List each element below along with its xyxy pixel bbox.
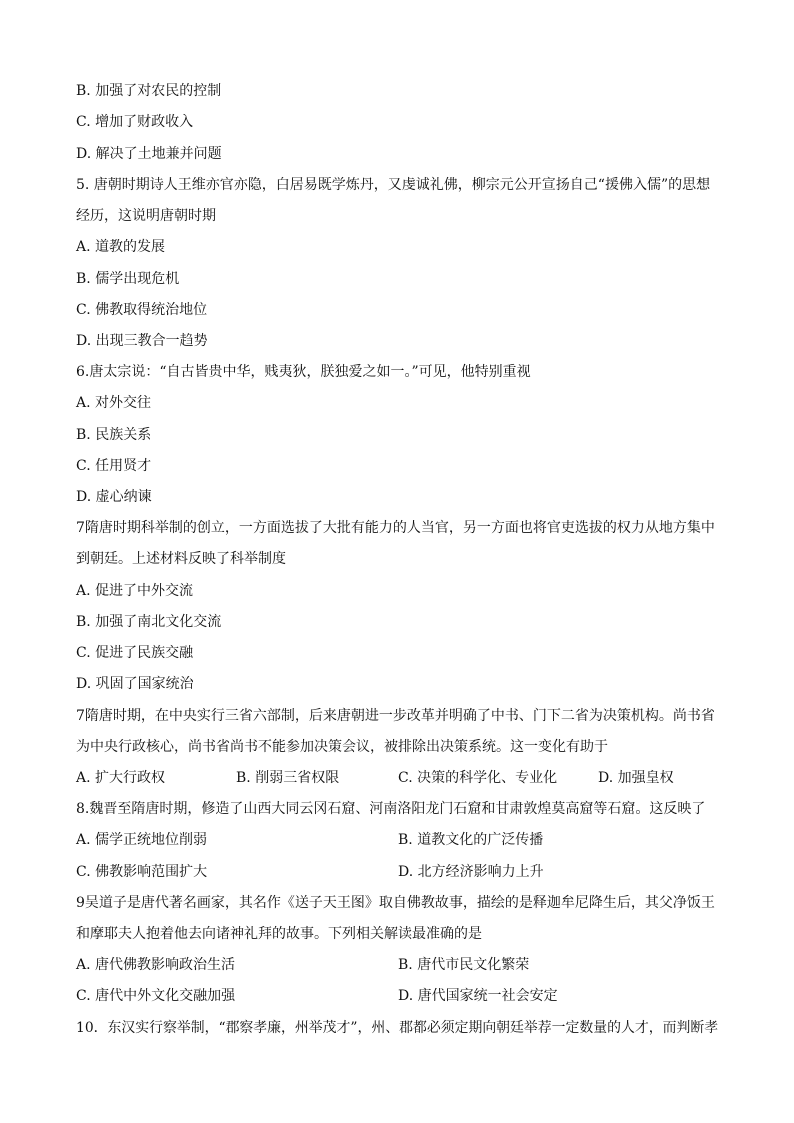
q4-option-d: D. 解决了土地兼并问题 [76, 146, 222, 162]
q5-stem-line2: 经历，这说明唐朝时期 [76, 208, 216, 224]
q9-option-b: B. 唐代市民文化繁荣 [398, 957, 530, 973]
q4-option-b: B. 加强了对农民的控制 [76, 83, 222, 99]
q7b-options-row [0, 768, 794, 788]
q9-options-row-1 [0, 955, 794, 975]
q5-stem-line1: 5. 唐朝时期诗人王维亦官亦隐，白居易既学炼丹，又虔诚礼佛，柳宗元公开宣扬自己“援佛入儒”的思想 [76, 177, 711, 193]
q7a-option-a: A. 促进了中外交流 [76, 583, 194, 599]
q7a-option-b: B. 加强了南北文化交流 [76, 614, 222, 630]
q8-option-c: C. 佛教影响范围扩大 [76, 864, 208, 880]
q9-option-a: A. 唐代佛教影响政治生活 [76, 957, 236, 973]
q9-option-d: D. 唐代国家统一社会安定 [398, 988, 558, 1004]
q7a-stem-line1: 7隋唐时期科举制的创立，一方面选拔了大批有能力的人当官，另一方面也将官吏选拔的权力从地方集中 [76, 520, 715, 536]
q8-stem: 8.魏晋至隋唐时期，修造了山西大同云冈石窟、河南洛阳龙门石窟和甘肃敦煌莫高窟等石窟。这反映了 [76, 801, 706, 817]
q5-option-b: B. 儒学出现危机 [76, 271, 180, 287]
q7a-stem-line2: 到朝廷。上述材料反映了科举制度 [76, 551, 286, 567]
q7b-option-b: B. 削弱三省权限 [236, 770, 340, 786]
q7b-option-c: C. 决策的科学化、专业化 [398, 770, 558, 786]
q8-options-row-2 [0, 862, 794, 882]
q6-stem: 6.唐太宗说：“自古皆贵中华，贱夷狄，朕独爱之如一。”可见，他特别重视 [76, 364, 531, 380]
q6-option-c: C. 任用贤才 [76, 458, 152, 474]
q10-stem-line1: 10．东汉实行察举制，“郡察孝廉，州举茂才”，州、郡都必须定期向朝廷举荐一定数量的人才，而判断孝 [76, 1020, 719, 1036]
q7b-option-d: D. 加强皇权 [598, 770, 674, 786]
q6-option-a: A. 对外交往 [76, 395, 152, 411]
q7b-stem-line1: 7隋唐时期，在中央实行三省六部制，后来唐朝进一步改革并明确了中书、门下二省为决策机构。尚书省 [76, 708, 715, 724]
q9-option-c: C. 唐代中外文化交融加强 [76, 988, 236, 1004]
q8-option-d: D. 北方经济影响力上升 [398, 864, 544, 880]
q5-option-a: A. 道教的发展 [76, 239, 166, 255]
q9-stem-line1: 9吴道子是唐代著名画家，其名作《送子天王图》取自佛教故事，描绘的是释迦牟尼降生后，其父净饭王 [76, 895, 715, 911]
q4-option-c: C. 增加了财政收入 [76, 114, 194, 130]
q7b-stem-line2: 为中央行政核心，尚书省尚书不能参加决策会议，被排除出决策系统。这一变化有助于 [76, 739, 608, 755]
q5-option-c: C. 佛教取得统治地位 [76, 302, 208, 318]
q6-option-d: D. 虚心纳谏 [76, 489, 152, 505]
q8-option-a: A. 儒学正统地位削弱 [76, 832, 208, 848]
q8-options-row-1 [0, 830, 794, 850]
q8-option-b: B. 道教文化的广泛传播 [398, 832, 544, 848]
q9-options-row-2 [0, 986, 794, 1006]
q5-option-d: D. 出现三教合一趋势 [76, 333, 208, 349]
q7a-option-d: D. 巩固了国家统治 [76, 676, 194, 692]
q9-stem-line2: 和摩耶夫人抱着他去向诸神礼拜的故事。下列相关解读最准确的是 [76, 926, 482, 942]
q7a-option-c: C. 促进了民族交融 [76, 645, 194, 661]
q6-option-b: B. 民族关系 [76, 427, 152, 443]
q7b-option-a: A. 扩大行政权 [76, 770, 166, 786]
